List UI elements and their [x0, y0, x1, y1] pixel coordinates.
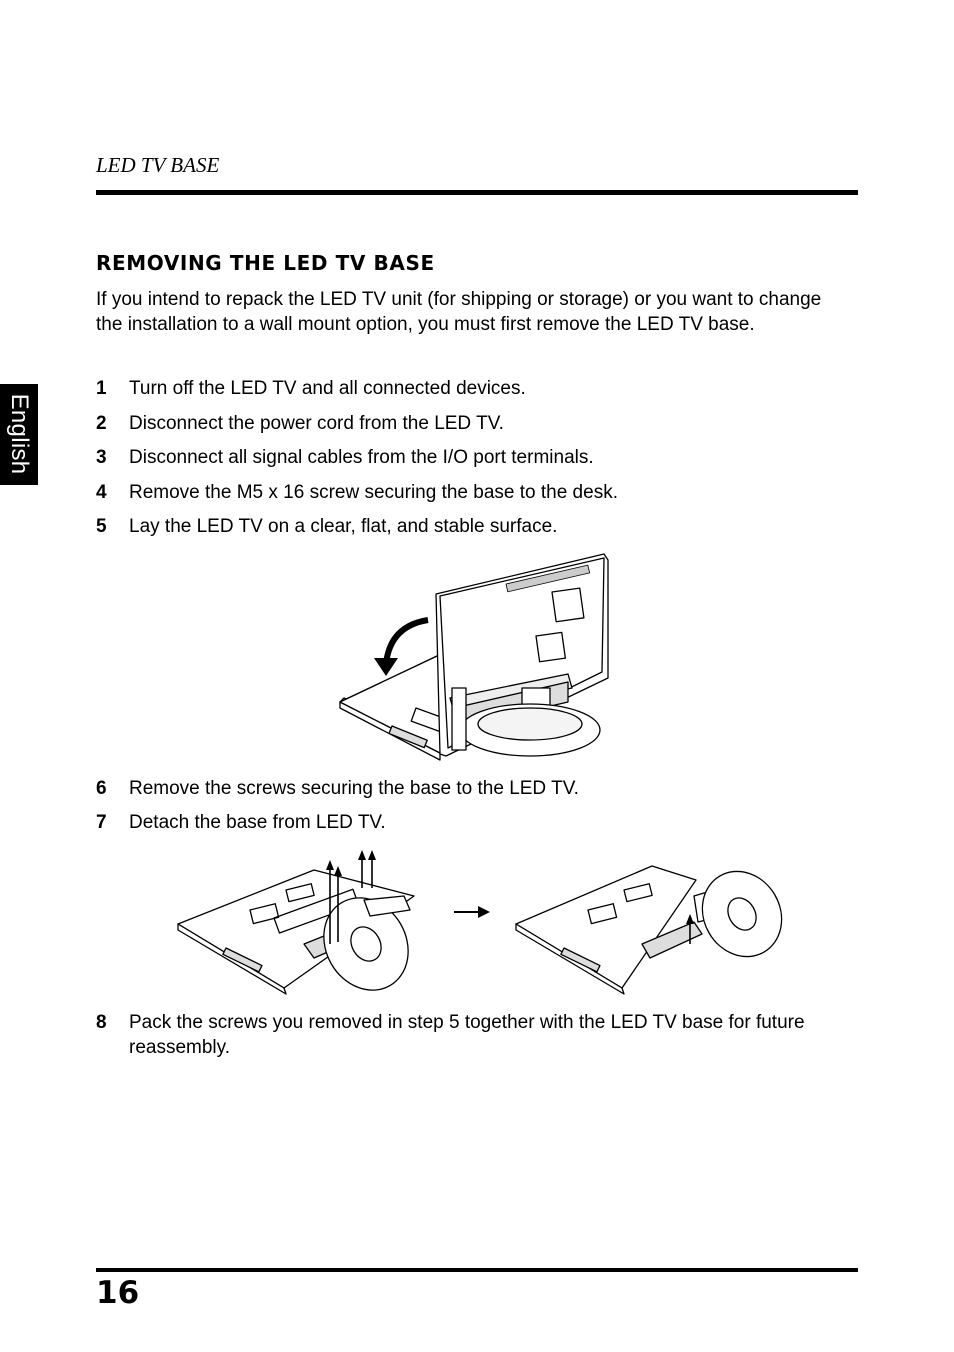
- intro-paragraph: If you intend to repack the LED TV unit (for shipping or storage) or you want to change the installation to a wall mount option, you must first remove the LED TV base.: [96, 289, 822, 335]
- step-number: 5: [96, 516, 107, 537]
- step-number: 4: [96, 482, 107, 503]
- step-text: Lay the LED TV on a clear, flat, and stable surface.: [129, 516, 558, 537]
- language-tab-label: English: [6, 393, 33, 475]
- step-text: Remove the screws securing the base to the LED TV.: [129, 778, 579, 799]
- step-number: 1: [96, 378, 107, 399]
- footer-rule: [96, 1268, 858, 1272]
- step-text: Disconnect all signal cables from the I/O port terminals.: [129, 447, 594, 468]
- step-text: Remove the M5 x 16 screw securing the base to the desk.: [129, 482, 618, 503]
- running-header: LED TV BASE: [96, 153, 220, 177]
- detach-base-illustration: [174, 848, 786, 998]
- right-panel-drawing: [516, 857, 786, 994]
- left-panel-drawing: [178, 850, 425, 998]
- section-title: REMOVING THE LED TV BASE: [96, 251, 435, 275]
- step-text: Disconnect the power cord from the LED TV.: [129, 413, 504, 434]
- step-number: 2: [96, 413, 107, 434]
- step-text: Pack the screws you removed in step 5 together with the LED TV base for future reassembly.: [129, 1012, 805, 1058]
- tv-lay-down-illustration: [336, 548, 612, 764]
- step-text: Turn off the LED TV and all connected devices.: [129, 378, 526, 399]
- language-tab: [0, 384, 38, 485]
- step-text: Detach the base from LED TV.: [129, 812, 386, 833]
- header-rule: [96, 190, 858, 195]
- step-number: 7: [96, 812, 107, 833]
- step-number: 8: [96, 1012, 107, 1033]
- step-number: 6: [96, 778, 107, 799]
- step-number: 3: [96, 447, 107, 468]
- page-number: 16: [96, 1275, 140, 1311]
- arrow-right-icon: [478, 906, 490, 918]
